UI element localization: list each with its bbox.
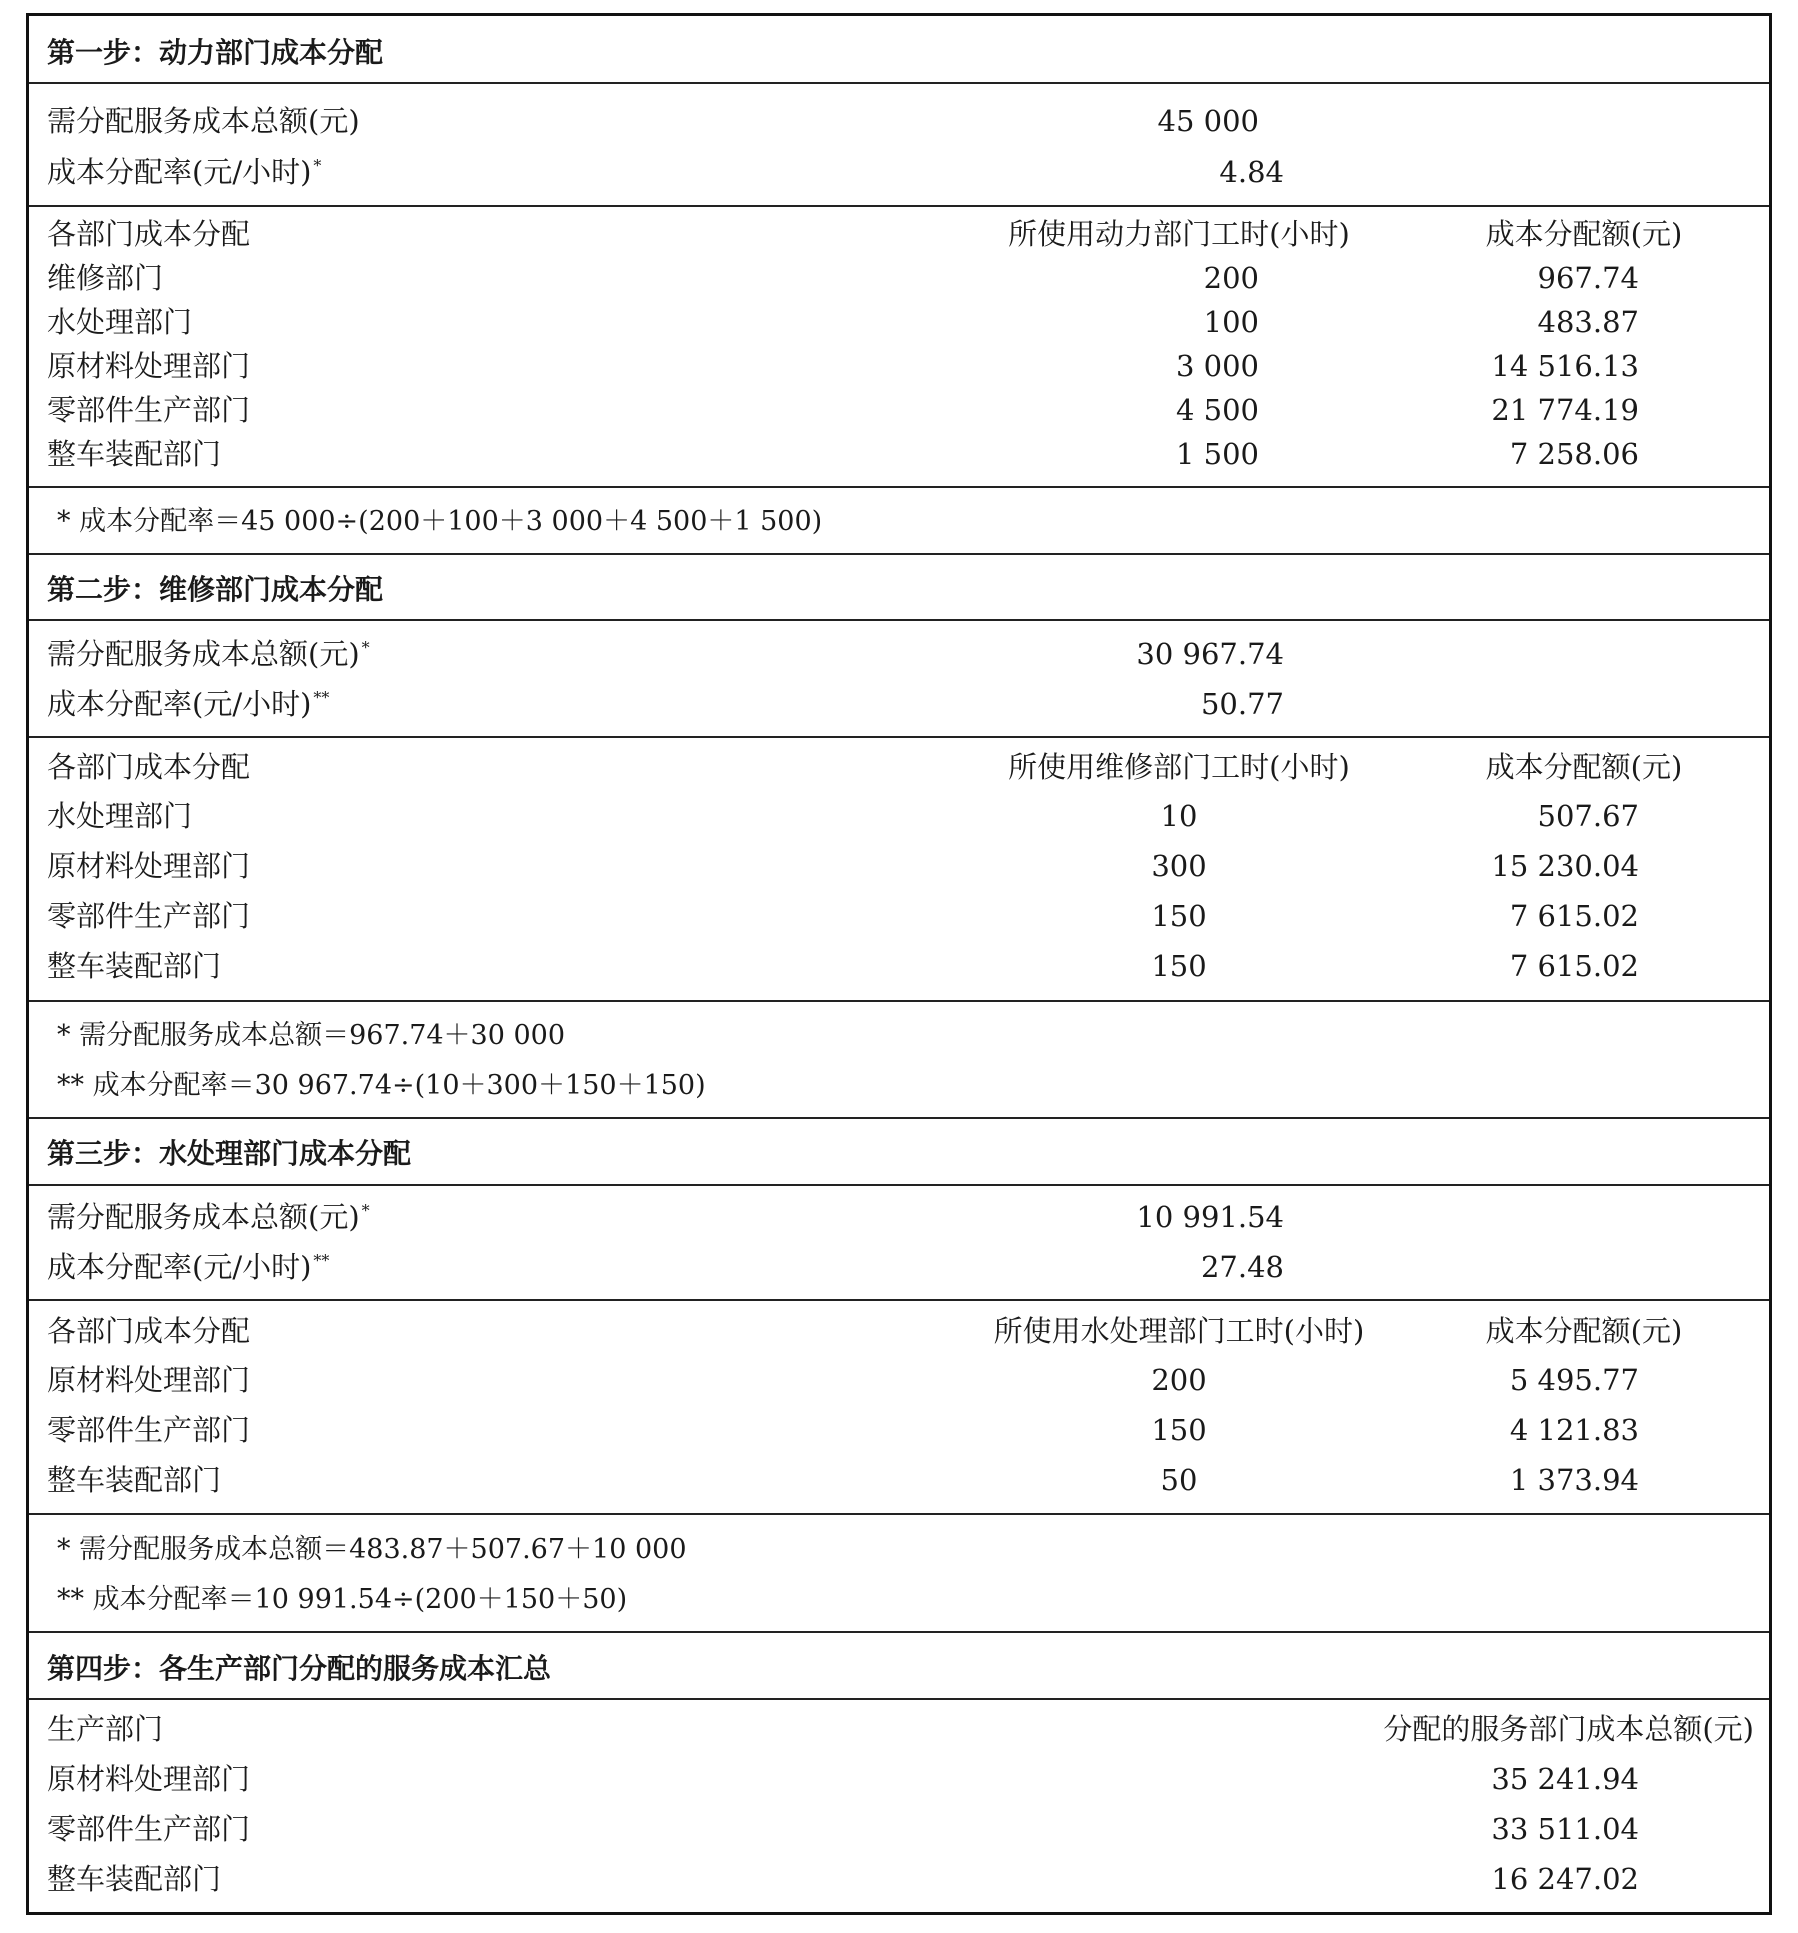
step2-rate-label: 成本分配率(元/小时) ** [47, 687, 330, 721]
divider [29, 553, 1769, 555]
table-row-hours: 50 [1160, 1463, 1198, 1497]
table-row-amount: 14 516.13 [1491, 349, 1639, 383]
step1-total-value: 45 000 [1157, 104, 1259, 138]
table-row-dept: 零部件生产部门 [47, 1413, 251, 1447]
footnote: * 成本分配率＝45 000÷(200＋100＋3 000＋4 500＋1 500) [57, 506, 823, 537]
step2-title: 第二步：维修部门成本分配 [47, 573, 384, 606]
table-row-hours: 150 [1151, 1413, 1207, 1447]
table-row-dept: 原材料处理部门 [47, 1363, 251, 1397]
table-row-amount: 7 258.06 [1509, 437, 1639, 471]
table-row-amount: 21 774.19 [1491, 393, 1639, 427]
footnote: ** 成本分配率＝30 967.74÷(10＋300＋150＋150) [57, 1070, 706, 1101]
table-row-amount: 967.74 [1537, 261, 1639, 295]
step1-col-hours: 所使用动力部门工时(小时) [1008, 217, 1350, 251]
table-row-amount: 33 511.04 [1491, 1812, 1639, 1846]
table-row-hours: 150 [1151, 949, 1207, 983]
footnote: * 需分配服务成本总额＝967.74＋30 000 [57, 1020, 566, 1051]
table-row-hours: 200 [1203, 261, 1259, 295]
table-row-amount: 16 247.02 [1491, 1862, 1639, 1896]
footnote: ** 成本分配率＝10 991.54÷(200＋150＋50) [57, 1584, 628, 1615]
table-row-dept: 零部件生产部门 [47, 899, 251, 933]
step3-title: 第三步：水处理部门成本分配 [47, 1137, 412, 1170]
table-row-dept: 整车装配部门 [47, 437, 222, 471]
step2-total-label: 需分配服务成本总额(元) * [47, 637, 370, 671]
footnote-mark: * [361, 638, 370, 657]
divider [29, 736, 1769, 738]
divider [29, 82, 1769, 84]
table-row-hours: 150 [1151, 899, 1207, 933]
table-row-hours: 1 500 [1175, 437, 1259, 471]
step3-col-dept: 各部门成本分配 [47, 1314, 251, 1348]
divider [29, 1513, 1769, 1515]
table-row-dept: 整车装配部门 [47, 949, 222, 983]
footnote-mark: ** [313, 1251, 330, 1270]
divider [29, 1117, 1769, 1119]
divider [29, 619, 1769, 621]
table-row-amount: 507.67 [1537, 799, 1639, 833]
step1-total-label: 需分配服务成本总额(元) [47, 104, 360, 138]
step1-col-amount: 成本分配额(元) [1485, 217, 1683, 251]
table-row-dept: 零部件生产部门 [47, 393, 251, 427]
table-row-amount: 35 241.94 [1491, 1762, 1639, 1796]
divider [29, 1299, 1769, 1301]
allocation-table [26, 13, 1772, 1915]
step3-col-hours: 所使用水处理部门工时(小时) [993, 1314, 1365, 1348]
table-row-amount: 15 230.04 [1491, 849, 1639, 883]
table-row-hours: 200 [1151, 1363, 1207, 1397]
table-row-dept: 零部件生产部门 [47, 1812, 251, 1846]
footnote: * 需分配服务成本总额＝483.87＋507.67＋10 000 [57, 1534, 687, 1565]
table-row-dept: 整车装配部门 [47, 1862, 222, 1896]
step4-col-dept: 生产部门 [47, 1712, 164, 1746]
footnote-mark: * [313, 156, 322, 175]
table-row-hours: 10 [1160, 799, 1198, 833]
table-row-hours: 3 000 [1175, 349, 1259, 383]
step1-col-dept: 各部门成本分配 [47, 217, 251, 251]
table-row-amount: 5 495.77 [1509, 1363, 1639, 1397]
table-row-dept: 整车装配部门 [47, 1463, 222, 1497]
table-row-dept: 原材料处理部门 [47, 1762, 251, 1796]
table-row-dept: 水处理部门 [47, 305, 193, 339]
table-row-amount: 7 615.02 [1509, 949, 1639, 983]
table-row-hours: 100 [1203, 305, 1259, 339]
step2-rate-value: 50.77 [1200, 687, 1284, 721]
table-row-dept: 水处理部门 [47, 799, 193, 833]
step3-total-label: 需分配服务成本总额(元) * [47, 1200, 370, 1234]
divider [29, 1184, 1769, 1186]
footnote-mark: * [361, 1201, 370, 1220]
table-row-dept: 原材料处理部门 [47, 849, 251, 883]
step2-col-dept: 各部门成本分配 [47, 750, 251, 784]
step3-col-amount: 成本分配额(元) [1485, 1314, 1683, 1348]
step1-rate-value: 4.84 [1219, 155, 1284, 189]
step2-col-amount: 成本分配额(元) [1485, 750, 1683, 784]
divider [29, 486, 1769, 488]
step3-rate-label: 成本分配率(元/小时) ** [47, 1250, 330, 1284]
step2-total-value: 30 967.74 [1136, 637, 1284, 671]
table-row-amount: 483.87 [1537, 305, 1639, 339]
divider [29, 1631, 1769, 1633]
divider [29, 205, 1769, 207]
step1-title: 第一步：动力部门成本分配 [47, 36, 384, 69]
step3-total-value: 10 991.54 [1136, 1200, 1284, 1234]
step1-rate-label: 成本分配率(元/小时) * [47, 155, 322, 189]
step3-rate-value: 27.48 [1200, 1250, 1284, 1284]
table-row-amount: 7 615.02 [1509, 899, 1639, 933]
table-row-dept: 维修部门 [47, 261, 164, 295]
table-row-dept: 原材料处理部门 [47, 349, 251, 383]
divider [29, 1698, 1769, 1700]
table-row-amount: 1 373.94 [1509, 1463, 1639, 1497]
table-row-hours: 4 500 [1175, 393, 1259, 427]
footnote-mark: ** [313, 688, 330, 707]
table-row-amount: 4 121.83 [1509, 1413, 1639, 1447]
step2-col-hours: 所使用维修部门工时(小时) [1008, 750, 1350, 784]
step4-title: 第四步：各生产部门分配的服务成本汇总 [47, 1652, 552, 1685]
table-row-hours: 300 [1151, 849, 1207, 883]
divider [29, 1000, 1769, 1002]
step4-col-total: 分配的服务部门成本总额(元) [1383, 1712, 1754, 1746]
